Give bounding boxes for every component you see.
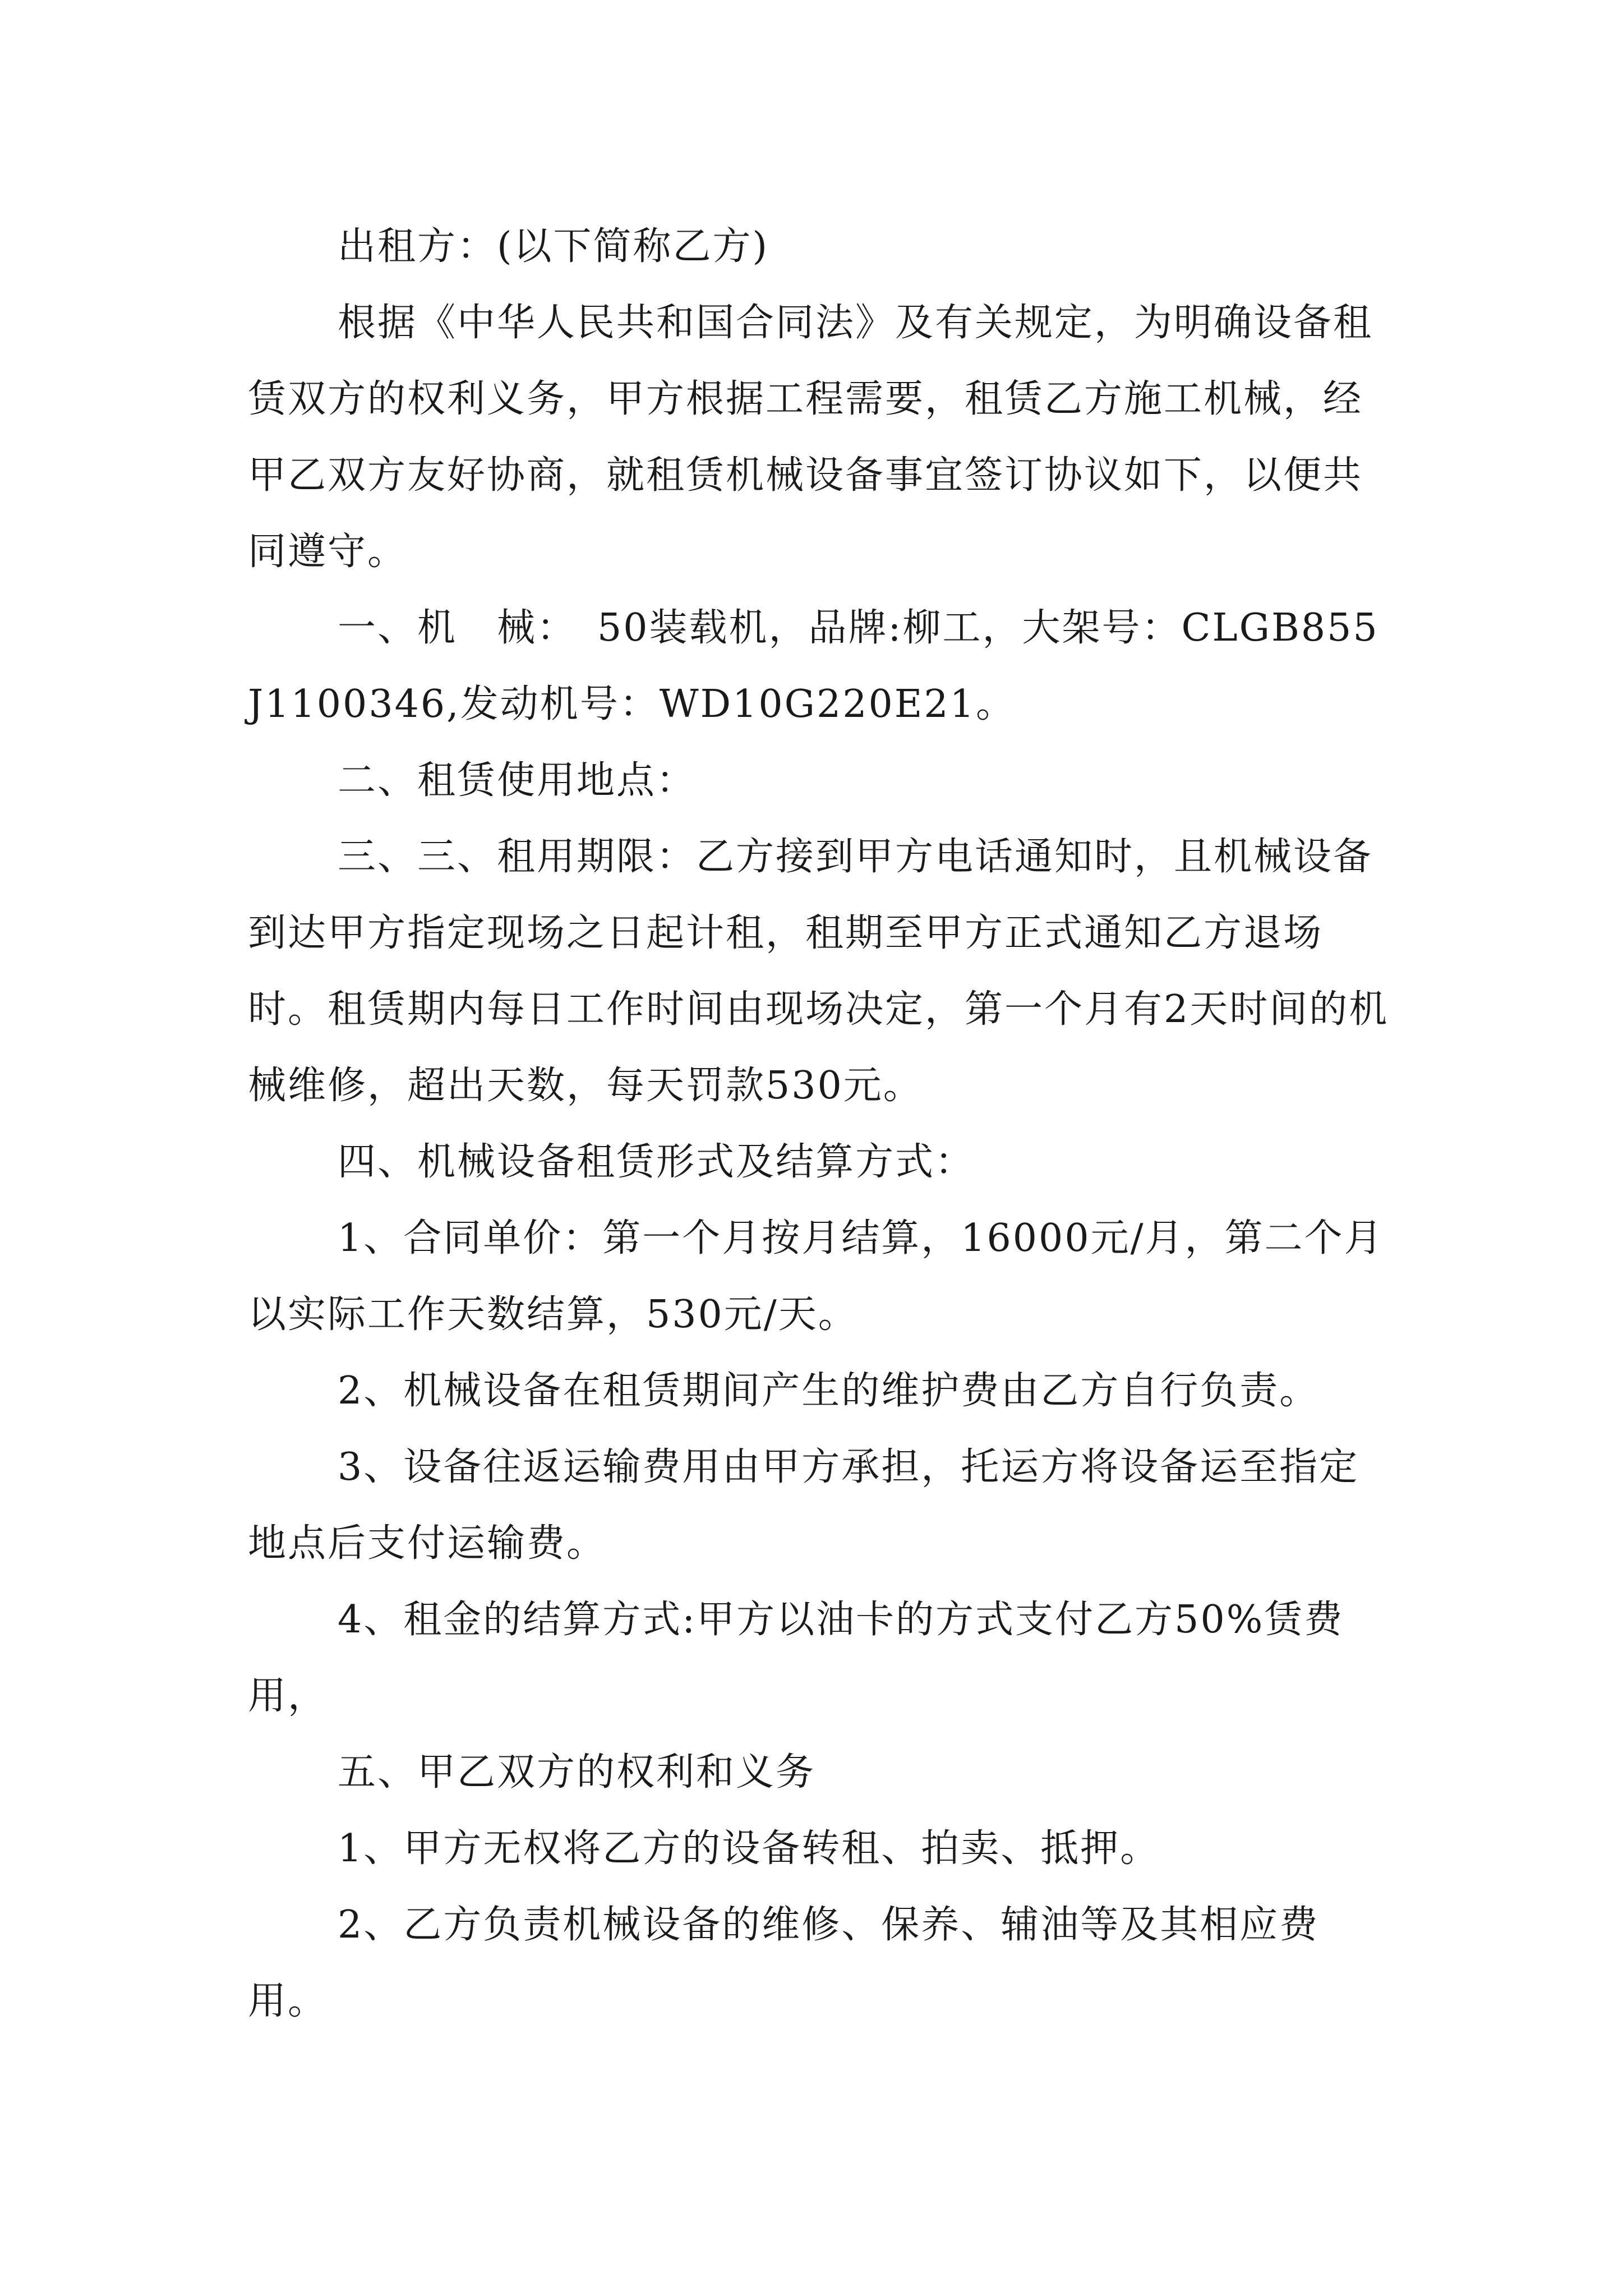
clause-5-heading: 五、甲乙双方的权利和义务 bbox=[338, 1750, 816, 1795]
document-body bbox=[248, 209, 1392, 2040]
clause-4-heading: 四、机械设备租赁形式及结算方式： bbox=[338, 1140, 975, 1184]
clause-5-item-1: 1、甲方无权将乙方的设备转租、拍卖、抵押。 bbox=[338, 1826, 1160, 1871]
preamble-paragraph: 根据《中华人民共和国合同法》及有关规定，为明确设备租赁双方的权利义务，甲方根据工程需要，租赁乙方施工机械，经甲乙双方友好协商，就租赁机械设备事宜签订协议如下，以便共同遵守。 bbox=[248, 301, 1373, 574]
clause-4-item-4: 4、租金的结算方式:甲方以油卡的方式支付乙方50%赁费用， bbox=[248, 1598, 1344, 1718]
clause-4-item-1: 1、合同单价：第一个月按月结算，16000元/月，第二个月以实际工作天数结算，530元/天。 bbox=[248, 1216, 1384, 1337]
clause-4-item-2: 2、机械设备在租赁期间产生的维护费由乙方自行负责。 bbox=[338, 1369, 1320, 1413]
clause-2-location: 二、租赁使用地点： bbox=[338, 758, 697, 803]
clause-4-item-3: 3、设备往返运输费用由甲方承担，托运方将设备运至指定地点后支付运输费。 bbox=[248, 1445, 1359, 1566]
clause-5-item-2: 2、乙方负责机械设备的维修、保养、辅油等及其相应费用。 bbox=[248, 1903, 1320, 2023]
clause-3-term: 三、三、租用期限：乙方接到甲方电话通知时，且机械设备到达甲方指定现场之日起计租，租期至甲方正式通知乙方退场时。租赁期内每日工作时间由现场决定，第一个月有2天时间的机械维修，超出天数，每天罚款530元。 bbox=[248, 835, 1389, 1108]
lessor-line: 出租方：(以下简称乙方) bbox=[338, 224, 769, 269]
clause-1-machinery: 一、机 械： 50装载机，品牌:柳工，大架号：CLGB855J1100346,发动机号：WD10G220E21。 bbox=[248, 606, 1379, 726]
